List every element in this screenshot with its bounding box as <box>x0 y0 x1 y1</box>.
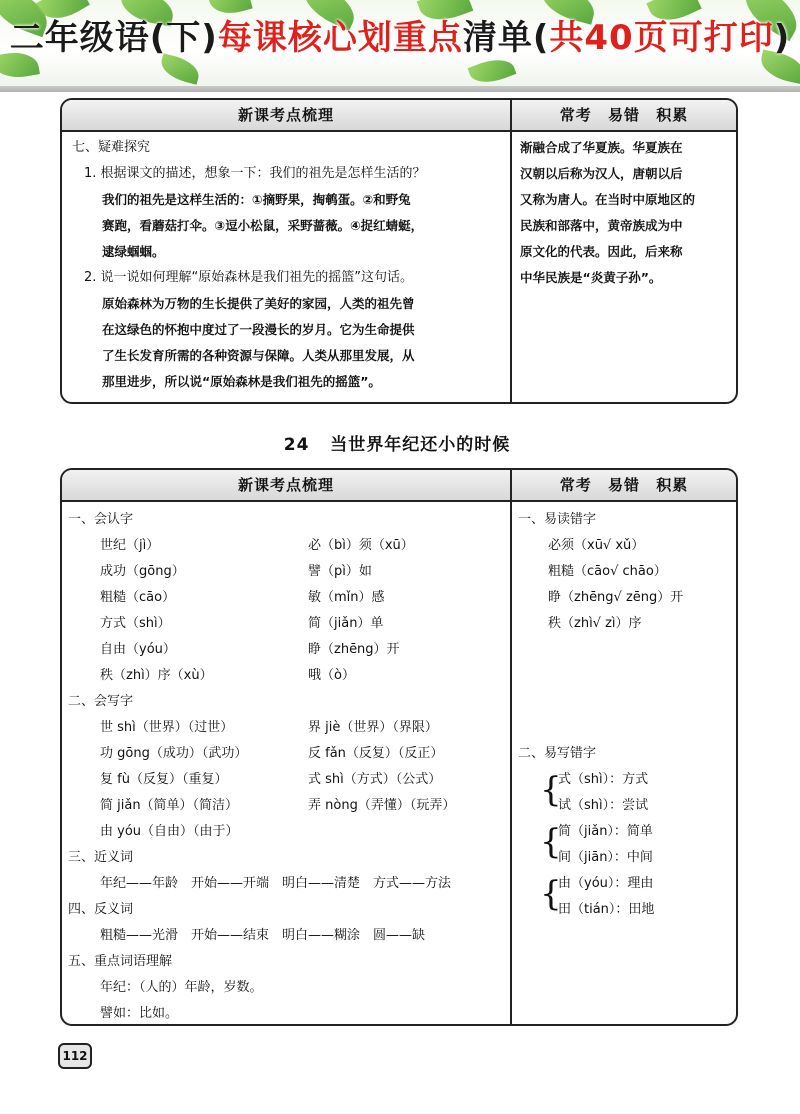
section-heading: 七、疑难探究 <box>72 140 151 155</box>
note-text: 汉朝以后称为汉人，唐朝以后 <box>520 166 683 181</box>
word-definition: 年纪：（人的）年龄，岁数。 <box>100 980 263 995</box>
brace-mark: { <box>540 770 562 810</box>
brace-mark: { <box>540 822 562 862</box>
note-text: 民族和部落中，黄帝族成为中 <box>520 218 683 233</box>
miswritten-word: 简（jiǎn）：简单 <box>558 824 653 839</box>
recognize-word: 成功（gōng） <box>100 564 185 579</box>
miswritten-word: 式（shì）：方式 <box>558 772 649 787</box>
word-definition: 譬如：比如。 <box>100 1006 179 1021</box>
miswritten-word: 间（jiān）：中间 <box>558 850 653 865</box>
banner-title-part: 二年级语(下) <box>9 18 218 58</box>
answer-text: 了生长发育所需的各种资源与保障。人类从那里发展，从 <box>102 348 415 363</box>
header-right-label: 常考 易错 积累 <box>559 106 689 124</box>
miswritten-word: 试（shì）：尝试 <box>558 798 649 813</box>
antonym-list: 粗糙——光滑 开始——结束 明白——糊涂 圆——缺 <box>100 928 426 943</box>
recognize-word: 譬（pì）如 <box>308 564 372 579</box>
lesson-name: 当世界年纪还小的时候 <box>330 435 511 455</box>
question-text: 2. 说一说如何理解“原始森林是我们祖先的摇篮”这句话。 <box>84 270 414 285</box>
answer-text: 逮绿蝈蝈。 <box>102 244 165 259</box>
recognize-word: 秩（zhì）序（xù） <box>100 668 213 683</box>
answer-text: 在这绿色的怀抱中度过了一段漫长的岁月。它为生命提供 <box>102 322 415 337</box>
misread-word: 必须（xū√ xǔ） <box>548 538 645 553</box>
answer-text: 赛跑，看蘑菇打伞。③逗小松鼠，采野蔷薇。④捉红蜻蜓， <box>102 218 424 233</box>
write-word: 由 yóu（自由）（由于） <box>100 824 239 839</box>
recognize-word: 睁（zhēng）开 <box>308 642 400 657</box>
write-word: 界 jiè（世界）（界限） <box>308 720 438 735</box>
synonym-list: 年纪——年龄 开始——开端 明白——清楚 方式——方法 <box>100 876 452 891</box>
banner-title-highlight: 共40页可打印 <box>549 18 774 58</box>
question-text: 1. 根据课文的描述，想象一下：我们的祖先是怎样生活的？ <box>84 166 426 181</box>
recognize-word: 方式（shì） <box>100 616 171 631</box>
section-heading: 二、易写错字 <box>518 746 597 761</box>
recognize-word: 哦（ò） <box>308 668 355 683</box>
brace-mark: { <box>540 874 562 914</box>
banner-divider <box>0 86 800 92</box>
lesson-number: 24 <box>283 435 310 455</box>
misread-word: 秩（zhì√ zì）序 <box>548 616 642 631</box>
misread-word: 睁（zhēng√ zēng）开 <box>548 590 684 605</box>
write-word: 复 fù（反复）（重复） <box>100 772 228 787</box>
write-word: 式 shì（方式）（公式） <box>308 772 442 787</box>
recognize-word: 粗糙（cāo） <box>100 590 176 605</box>
section-heading: 一、易读错字 <box>518 512 597 527</box>
answer-text: 原始森林为万物的生长提供了美好的家园，人类的祖先曾 <box>102 296 415 311</box>
write-word: 世 shì（世界）（过世） <box>100 720 234 735</box>
header-left-label: 新课考点梳理 <box>237 476 334 494</box>
write-word: 弄 nòng（弄懂）（玩弄） <box>308 798 456 813</box>
page-number: 112 <box>58 1043 92 1069</box>
recognize-word: 世纪（jì） <box>100 538 160 553</box>
section-heading: 一、会认字 <box>68 512 134 527</box>
banner-title <box>0 10 800 59</box>
miswritten-word: 由（yóu）：理由 <box>558 876 654 891</box>
banner-title-part: ) <box>773 18 791 58</box>
note-text: 原文化的代表。因此，后来称 <box>520 244 683 259</box>
note-text: 又称为唐人。在当时中原地区的 <box>520 192 696 207</box>
header-banner <box>0 0 800 92</box>
recognize-word: 简（jiǎn）单 <box>308 616 384 631</box>
header-right-label: 常考 易错 积累 <box>559 476 689 494</box>
column-divider <box>510 100 512 402</box>
miswritten-word: 田（tián）：田地 <box>558 902 655 917</box>
notes-box-lesson-24 <box>60 468 738 1026</box>
note-text: 渐融合成了华夏族。华夏族在 <box>520 140 683 155</box>
write-word: 反 fǎn（反复）（反正） <box>308 746 444 761</box>
banner-title-part: 清单( <box>462 18 550 58</box>
notes-box-previous <box>60 98 738 404</box>
section-heading: 五、重点词语理解 <box>68 954 173 969</box>
answer-text: 我们的祖先是这样生活的：①摘野果，掏鹌蛋。②和野兔 <box>102 192 411 207</box>
recognize-word: 敏（mǐn）感 <box>308 590 385 605</box>
answer-text: 那里进步，所以说“原始森林是我们祖先的摇篮”。 <box>102 374 381 389</box>
lesson-title <box>60 430 734 455</box>
note-text: 中华民族是“炎黄子孙”。 <box>520 270 662 285</box>
recognize-word: 必（bì）须（xū） <box>308 538 414 553</box>
column-divider <box>510 470 512 1024</box>
box-header <box>62 470 736 502</box>
section-heading: 三、近义词 <box>68 850 134 865</box>
section-heading: 四、反义词 <box>68 902 134 917</box>
box-header <box>62 100 736 132</box>
misread-word: 粗糙（cāo√ chāo） <box>548 564 667 579</box>
recognize-word: 自由（yóu） <box>100 642 176 657</box>
section-heading: 二、会写字 <box>68 694 134 709</box>
header-left-label: 新课考点梳理 <box>237 106 334 124</box>
write-word: 功 gōng（成功）（武功） <box>100 746 248 761</box>
write-word: 简 jiǎn（简单）（简洁） <box>100 798 239 813</box>
banner-title-highlight: 每课核心划重点 <box>217 18 463 58</box>
